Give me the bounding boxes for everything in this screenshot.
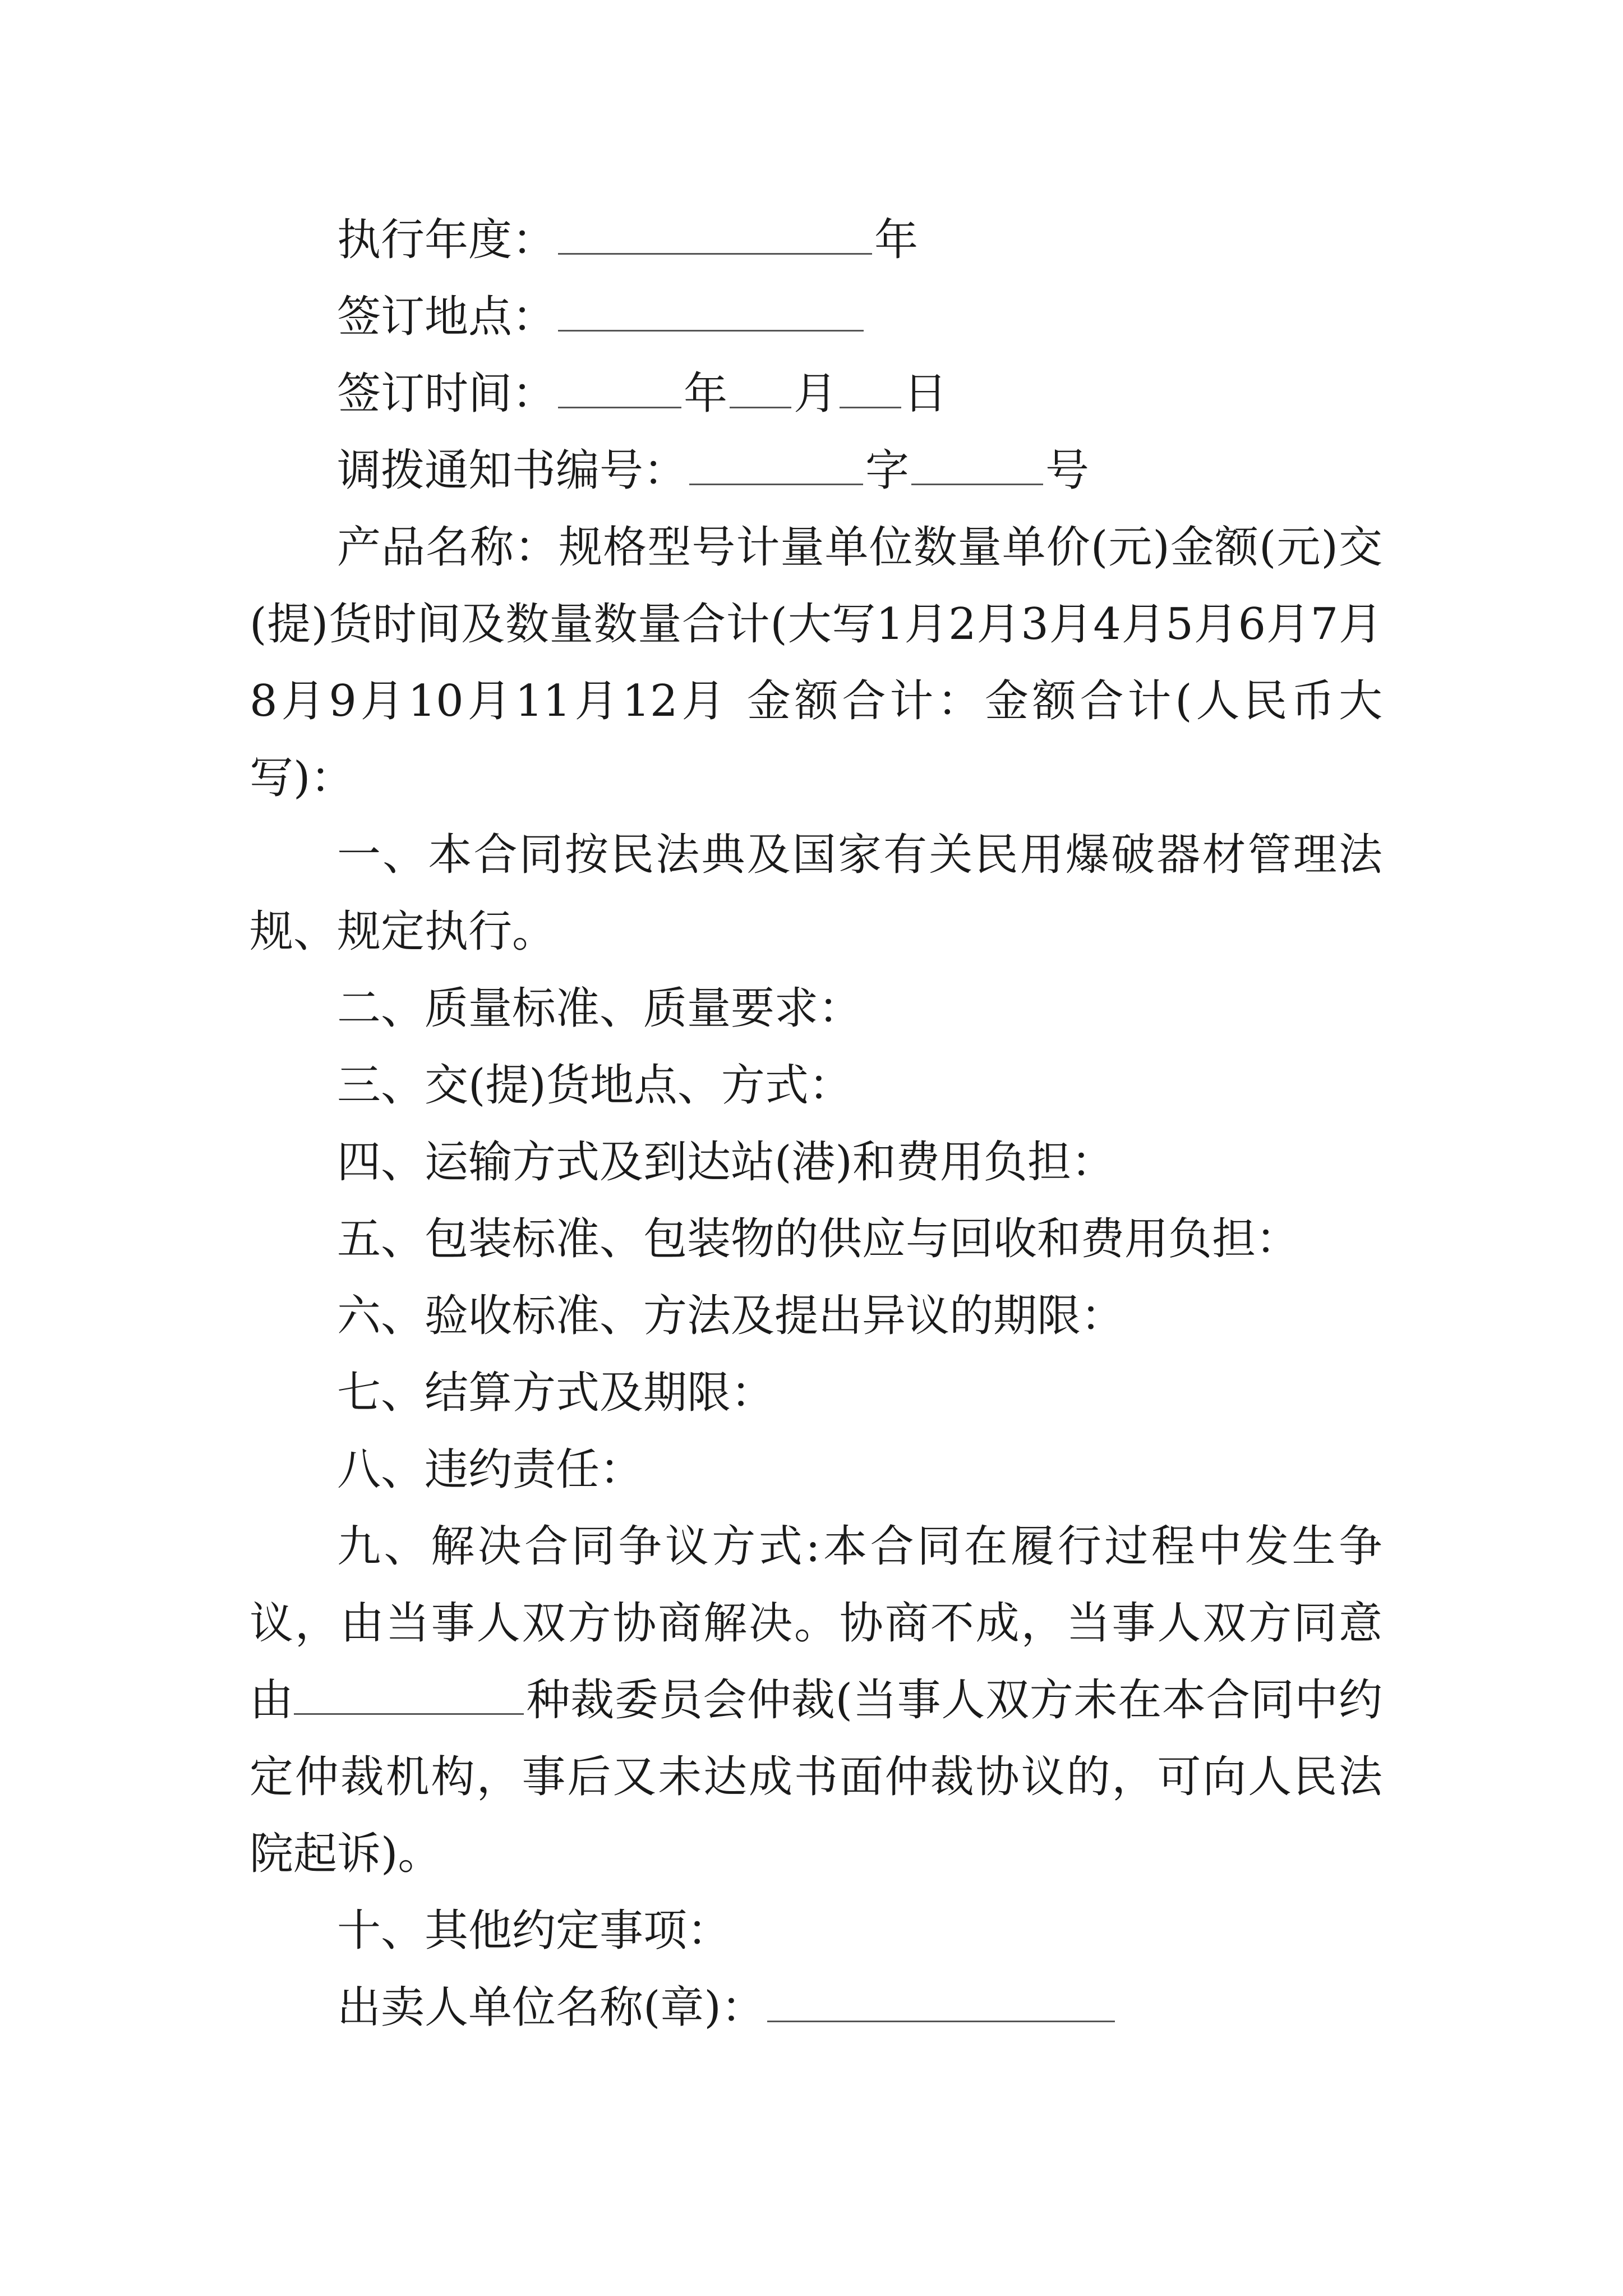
execution-year-blank[interactable]: [558, 216, 872, 255]
signing-day-unit: 日: [903, 369, 948, 419]
clause-7: 七、结算方式及期限：: [337, 1368, 775, 1418]
seller-line: [250, 1970, 1382, 2046]
contract-body: [250, 202, 1382, 2046]
clause-4: 四、运输方式及到达站(港)和费用负担：: [337, 1137, 1115, 1188]
signing-day-blank[interactable]: [840, 370, 901, 408]
signing-place-blank[interactable]: [558, 293, 864, 332]
notice-number-label: 调拨通知书编号：: [337, 445, 688, 496]
notice-zi-blank[interactable]: [689, 447, 863, 485]
signing-year-unit: 年: [684, 369, 728, 419]
execution-year-suffix: 年: [874, 215, 919, 265]
signing-date-line: [250, 356, 1382, 432]
signing-month-unit: 月: [794, 369, 838, 419]
execution-year-label: 执行年度：: [337, 215, 556, 265]
execution-year-line: [250, 202, 1382, 279]
product-paragraph: 产品名称：规格型号计量单位数量单价(元)金额(元)交(提)货时间及数量数量合计(大写1月2月3月4月5月6月7月8月9月10月11月12月 金额合计：金额合计(人民币大写)：: [250, 522, 1382, 803]
clause-2: 二、质量标准、质量要求：: [337, 983, 863, 1034]
clause-9: [250, 1508, 1382, 1893]
clause-9-text-b: 种裁委员会仲裁(当事人双方未在本合同中约定仲裁机构，事后又未达成书面仲裁协议的，可向人民法院起诉)。: [250, 1675, 1382, 1879]
seller-name-blank[interactable]: [767, 1984, 1115, 2022]
signing-year-blank[interactable]: [558, 370, 681, 408]
signing-month-blank[interactable]: [730, 370, 791, 408]
notice-number-line: [250, 432, 1382, 509]
arbitration-committee-blank[interactable]: [294, 1676, 524, 1715]
clause-5: 五、包装标准、包装物的供应与回收和费用负担：: [337, 1214, 1300, 1264]
clause-9-text-a: 九、解决合同争议方式:本合同在履行过程中发生争议，由当事人双方协商解决。协商不成，当事人双方同意由: [250, 1521, 1382, 1726]
clause-6: 六、验收标准、方法及提出异议的期限：: [337, 1291, 1125, 1341]
notice-zi-unit: 字: [865, 445, 910, 496]
clause-1: 一、本合同按民法典及国家有关民用爆破器材管理法规、规定执行。: [250, 830, 1382, 957]
signing-place-line: [250, 279, 1382, 356]
signing-date-label: 签订时间：: [337, 369, 556, 419]
clause-3: 三、交(提)货地点、方式：: [337, 1060, 852, 1111]
clause-10: 十、其他约定事项：: [337, 1906, 731, 1956]
notice-hao-blank[interactable]: [911, 447, 1043, 485]
clause-8: 八、违约责任：: [337, 1444, 644, 1495]
signing-place-label: 签订地点：: [337, 292, 556, 342]
notice-hao-unit: 号: [1045, 445, 1090, 496]
seller-label: 出卖人单位名称(章)：: [337, 1982, 765, 2033]
